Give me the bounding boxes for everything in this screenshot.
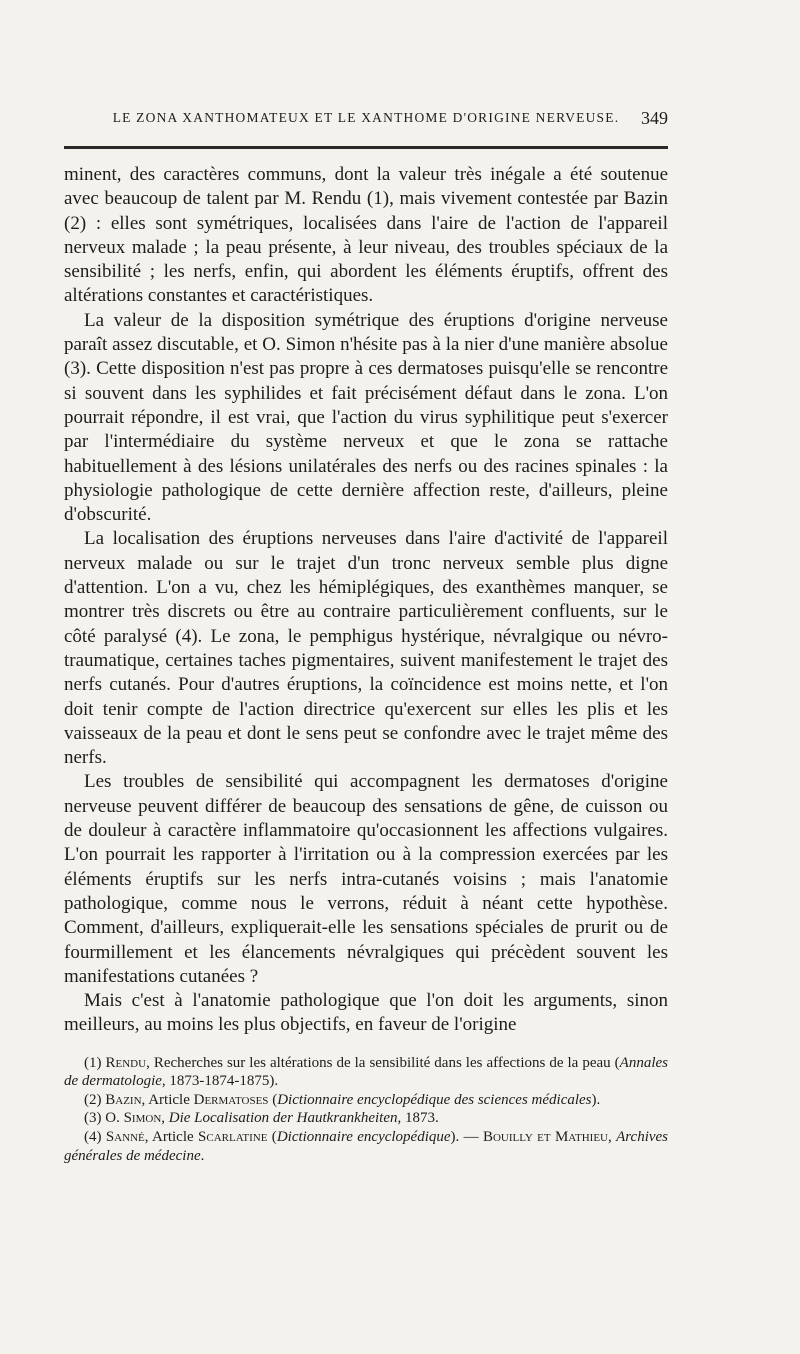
footnote-2-text: , Article	[141, 1091, 194, 1108]
footnote-4	[64, 1128, 668, 1165]
running-head-title: LE ZONA XANTHOMATEUX ET LE XANTHOME D'ORIGINE NERVEUSE.	[112, 110, 620, 125]
header-rule	[64, 146, 668, 149]
page-number: 349	[641, 108, 668, 128]
footnote-1-number: (1)	[84, 1054, 102, 1071]
footnote-3-author: O. Simon	[105, 1110, 162, 1127]
footnote-3-number: (3)	[84, 1110, 102, 1127]
book-page	[64, 110, 668, 1165]
paragraph-2: La valeur de la disposition symétrique des éruptions d'origine nerveuse paraît assez discutable, et O. Simon n'hésite pas à la nier d'une manière absolue (3). Cette disposition n'est pas propre à ces dermatoses puisqu'elle se rencontre si souvent dans les syphilides et fait précisément défaut dans le zona. L'on pourrait répondre, il est vrai, que l'action du virus syphilitique peut s'exercer par l'intermédiaire du système nerveux et que le zona se rattache habituellement à des lésions unilatérales des nerfs ou des racines spinales : la physiologie pathologique de cette dernière affection reste, d'ailleurs, pleine d'obscurité.	[64, 309, 668, 526]
footnote-4-mid: ). —	[450, 1129, 483, 1146]
footnote-4-sep: (	[267, 1129, 277, 1146]
running-head	[64, 110, 668, 136]
footnote-1-text: , Recherches sur les altérations de la sensibilité dans les affections de la peau (	[146, 1054, 620, 1071]
paragraph-4: Les troubles de sensibilité qui accompagnent les dermatoses d'origine nerveuse peuvent différer de beaucoup des sensations de gêne, de cuisson ou de douleur à caractère inflammatoire qu'occasionnent les affections vulgaires. L'on pourrait les rapporter à l'irritation ou à la compression exercées par les éléments éruptifs sur les nerfs intra-cutanés voisins ; mais l'anatomie pathologique, comme nous le verrons, réduit à néant cette hypothèse. Comment, d'ailleurs, expliquerait-elle les sensations spéciales de prurit ou de fourmillement et les élancements névralgiques qui précèdent souvent les manifestations cutanées ?	[64, 771, 668, 987]
footnote-4-sep2: ,	[608, 1129, 617, 1146]
paragraph-3: La localisation des éruptions nerveuses dans l'aire d'activité de l'appareil nerveux malade ou sur le trajet d'un tronc nerveux semble plus digne d'attention. L'on a vu, chez les hémiplégiques, des exanthèmes manquer, se montrer très discrets ou être au contraire particulièrement confluents, sur le côté paralysé (4). Le zona, le pemphigus hystérique, névralgique ou névro-traumatique, certaines taches pigmentaires, suivent manifestement le trajet des nerfs cutanés. Pour d'autres éruptions, la coïncidence est moins nette, et l'on doit tenir compte de l'action directrice qu'exercent sur elles les plis et les vaisseaux de la peau et dont le sens peut se confondre avec le trajet même des nerfs.	[64, 528, 668, 769]
paragraph-1: minent, des caractères communs, dont la valeur très inégale a été soutenue avec beaucoup de talent par M. Rendu (1), mais vivement contestée par Bazin (2) : elles sont symétriques, localisées dans l'aire de l'action de l'appareil nerveux malade ; la peau présente, à leur niveau, des troubles spéciaux de la sensibilité ; les nerfs, enfin, qui abordent les éléments éruptifs, offrent des altérations constantes et caractéristiques.	[64, 164, 668, 307]
paragraph-5: Mais c'est à l'anatomie pathologique que l'on doit les arguments, sinon meilleurs, au moins les plus objectifs, en faveur de l'origine	[64, 990, 668, 1036]
body-text	[64, 163, 668, 1038]
footnote-4-text: , Article	[144, 1129, 199, 1146]
footnote-4-work2: Archives générales de médecine	[64, 1129, 669, 1164]
footnote-1	[64, 1054, 668, 1091]
footnote-2-tail: ).	[591, 1091, 601, 1108]
footnote-4-tail: .	[200, 1147, 205, 1164]
footnote-2-work: Dictionnaire encyclopédique des sciences médicales	[277, 1091, 592, 1108]
footnote-2	[64, 1091, 668, 1110]
footnote-3	[64, 1109, 668, 1128]
footnote-1-author: Rendu	[105, 1054, 147, 1071]
footnote-4-number: (4)	[84, 1129, 102, 1146]
footnote-4-article: Scarlatine	[198, 1129, 268, 1146]
footnote-3-text: ,	[161, 1110, 169, 1127]
footnote-4-author: Sanné	[105, 1129, 145, 1146]
footnote-4-author2: Bouilly et Mathieu	[482, 1129, 608, 1146]
footnote-3-work: Die Localisation der Hautkrankheiten	[168, 1110, 398, 1127]
footnote-1-tail: , 1873-1874-1875).	[161, 1073, 279, 1090]
footnote-3-tail: , 1873.	[397, 1110, 439, 1127]
footnote-2-number: (2)	[84, 1091, 102, 1108]
footnote-4-work: Dictionnaire encyclopédique	[276, 1129, 451, 1146]
footnotes	[64, 1054, 668, 1166]
footnote-2-author: Bazin	[105, 1091, 142, 1108]
footnote-1-journal: Annales de dermatologie	[64, 1054, 668, 1090]
footnote-2-sep: (	[268, 1091, 278, 1108]
footnote-2-article: Dermatoses	[193, 1091, 269, 1108]
